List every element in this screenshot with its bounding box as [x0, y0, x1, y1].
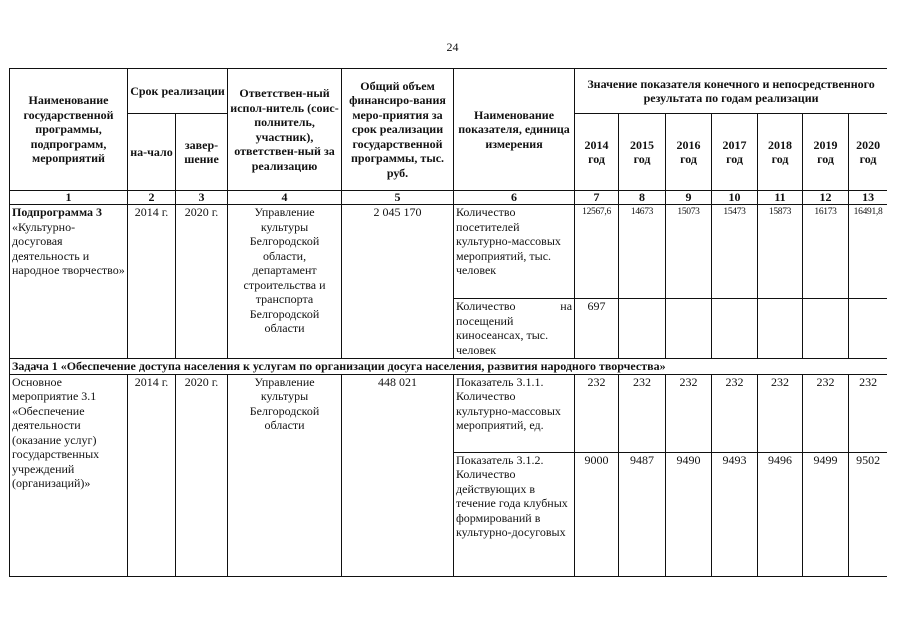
- indicator-2-line: [456, 299, 572, 328]
- indicator-3-1-2: Показатель 3.1.2. Количество действующих в течение года клубных формирований в культурно-досуговых: [454, 452, 575, 576]
- col-num-1: 1: [10, 191, 128, 205]
- value-cell: 697: [575, 299, 619, 359]
- col-num-13: 13: [849, 191, 887, 205]
- value-cell: 9000: [575, 452, 619, 576]
- value-cell: 232: [849, 374, 887, 452]
- col-num-2: 2: [128, 191, 176, 205]
- value-cell: 232: [803, 374, 849, 452]
- indicator-2-text-a: Количество посещений: [456, 299, 516, 328]
- value-cell: 232: [619, 374, 666, 452]
- page-number: 24: [446, 40, 459, 54]
- value-cell: [619, 299, 666, 359]
- subprogram-3-indicator-2: [454, 299, 575, 359]
- col-num-4: 4: [228, 191, 342, 205]
- header-program-name: Наименование государственной программы, подпрограмм, мероприятий: [10, 69, 128, 191]
- value-cell: 9490: [666, 452, 712, 576]
- subprogram-3-start: 2014 г.: [128, 205, 176, 359]
- header-year-2018: 2018 год: [758, 114, 803, 191]
- value-cell: 9502: [849, 452, 887, 576]
- header-year-2016: 2016 год: [666, 114, 712, 191]
- value-cell: 232: [666, 374, 712, 452]
- value-cell: 9496: [758, 452, 803, 576]
- value-cell: 12567,6: [575, 205, 619, 299]
- header-year-2019: 2019 год: [803, 114, 849, 191]
- table-row: [10, 205, 888, 299]
- col-num-6: 6: [454, 191, 575, 205]
- value-cell: 9487: [619, 452, 666, 576]
- header-term: Срок реализации: [128, 69, 228, 114]
- subprogram-3-end: 2020 г.: [176, 205, 228, 359]
- main-activity-3-1-start: 2014 г.: [128, 374, 176, 576]
- table-row: [10, 374, 888, 452]
- subprogram-3-subtitle: «Культурно-досуговая деятельность и народное творчество»: [12, 219, 125, 277]
- header-responsible: Ответствен-ный испол-нитель (соис-полнитель, участник), ответствен-ный за реализацию: [228, 69, 342, 191]
- value-cell: 14673: [619, 205, 666, 299]
- value-cell: [758, 299, 803, 359]
- value-cell: 232: [575, 374, 619, 452]
- header-funding: Общий объем финансиро-вания меро-приятия за срок реализации государственной программы, тыс. руб.: [342, 69, 454, 191]
- header-indicator: Наименование показателя, единица измерения: [454, 69, 575, 191]
- value-cell: 15873: [758, 205, 803, 299]
- col-num-8: 8: [619, 191, 666, 205]
- program-table: [9, 68, 887, 577]
- col-num-9: 9: [666, 191, 712, 205]
- value-cell: 9493: [712, 452, 758, 576]
- value-cell: 16173: [803, 205, 849, 299]
- value-cell: [666, 299, 712, 359]
- column-number-row: [10, 191, 888, 205]
- subprogram-3-responsible: Управление культуры Белгородской области, департамент строительства и транспорта Белгородской области: [228, 205, 342, 359]
- subprogram-3-funding: 2 045 170: [342, 205, 454, 359]
- value-cell: 15073: [666, 205, 712, 299]
- header-end: завер-шение: [176, 114, 228, 191]
- value-cell: 232: [758, 374, 803, 452]
- col-num-3: 3: [176, 191, 228, 205]
- document-table-wrapper: [9, 68, 887, 580]
- indicator-2-text-b: на: [560, 299, 573, 313]
- header-year-2015: 2015 год: [619, 114, 666, 191]
- subprogram-3-name: [10, 205, 128, 359]
- indicator-3-1-1: Показатель 3.1.1. Количество культурно-массовых мероприятий, ед.: [454, 374, 575, 452]
- value-cell: 9499: [803, 452, 849, 576]
- task-1-title: Задача 1 «Обеспечение доступа населения к услугам по организации досуга населения, развития народного творчества»: [10, 359, 888, 375]
- main-activity-3-1-funding: 448 021: [342, 374, 454, 576]
- col-num-7: 7: [575, 191, 619, 205]
- main-activity-3-1-end: 2020 г.: [176, 374, 228, 576]
- col-num-5: 5: [342, 191, 454, 205]
- subprogram-3-title: Подпрограмма 3: [12, 205, 103, 219]
- header-year-2014: 2014 год: [575, 114, 619, 191]
- col-num-11: 11: [758, 191, 803, 205]
- header-start: на-чало: [128, 114, 176, 191]
- value-cell: [712, 299, 758, 359]
- subprogram-3-indicator-1: Количество посетителей культурно-массовых мероприятий, тыс. человек: [454, 205, 575, 299]
- value-cell: 16491,8: [849, 205, 887, 299]
- header-year-2017: 2017 год: [712, 114, 758, 191]
- col-num-10: 10: [712, 191, 758, 205]
- task-row: [10, 359, 888, 375]
- value-cell: 232: [712, 374, 758, 452]
- header-values-by-year: Значение показателя конечного и непосредственного результата по годам реализации: [575, 69, 887, 114]
- value-cell: [803, 299, 849, 359]
- col-num-12: 12: [803, 191, 849, 205]
- main-activity-3-1-name: Основное мероприятие 3.1 «Обеспечение деятельности (оказание услуг) государственных учреждений (организаций)»: [10, 374, 128, 576]
- main-activity-3-1-responsible: Управление культуры Белгородской области: [228, 374, 342, 576]
- header-year-2020: 2020 год: [849, 114, 887, 191]
- value-cell: 15473: [712, 205, 758, 299]
- indicator-2-text-c: киносеансах, тыс. человек: [456, 328, 549, 357]
- value-cell: [849, 299, 887, 359]
